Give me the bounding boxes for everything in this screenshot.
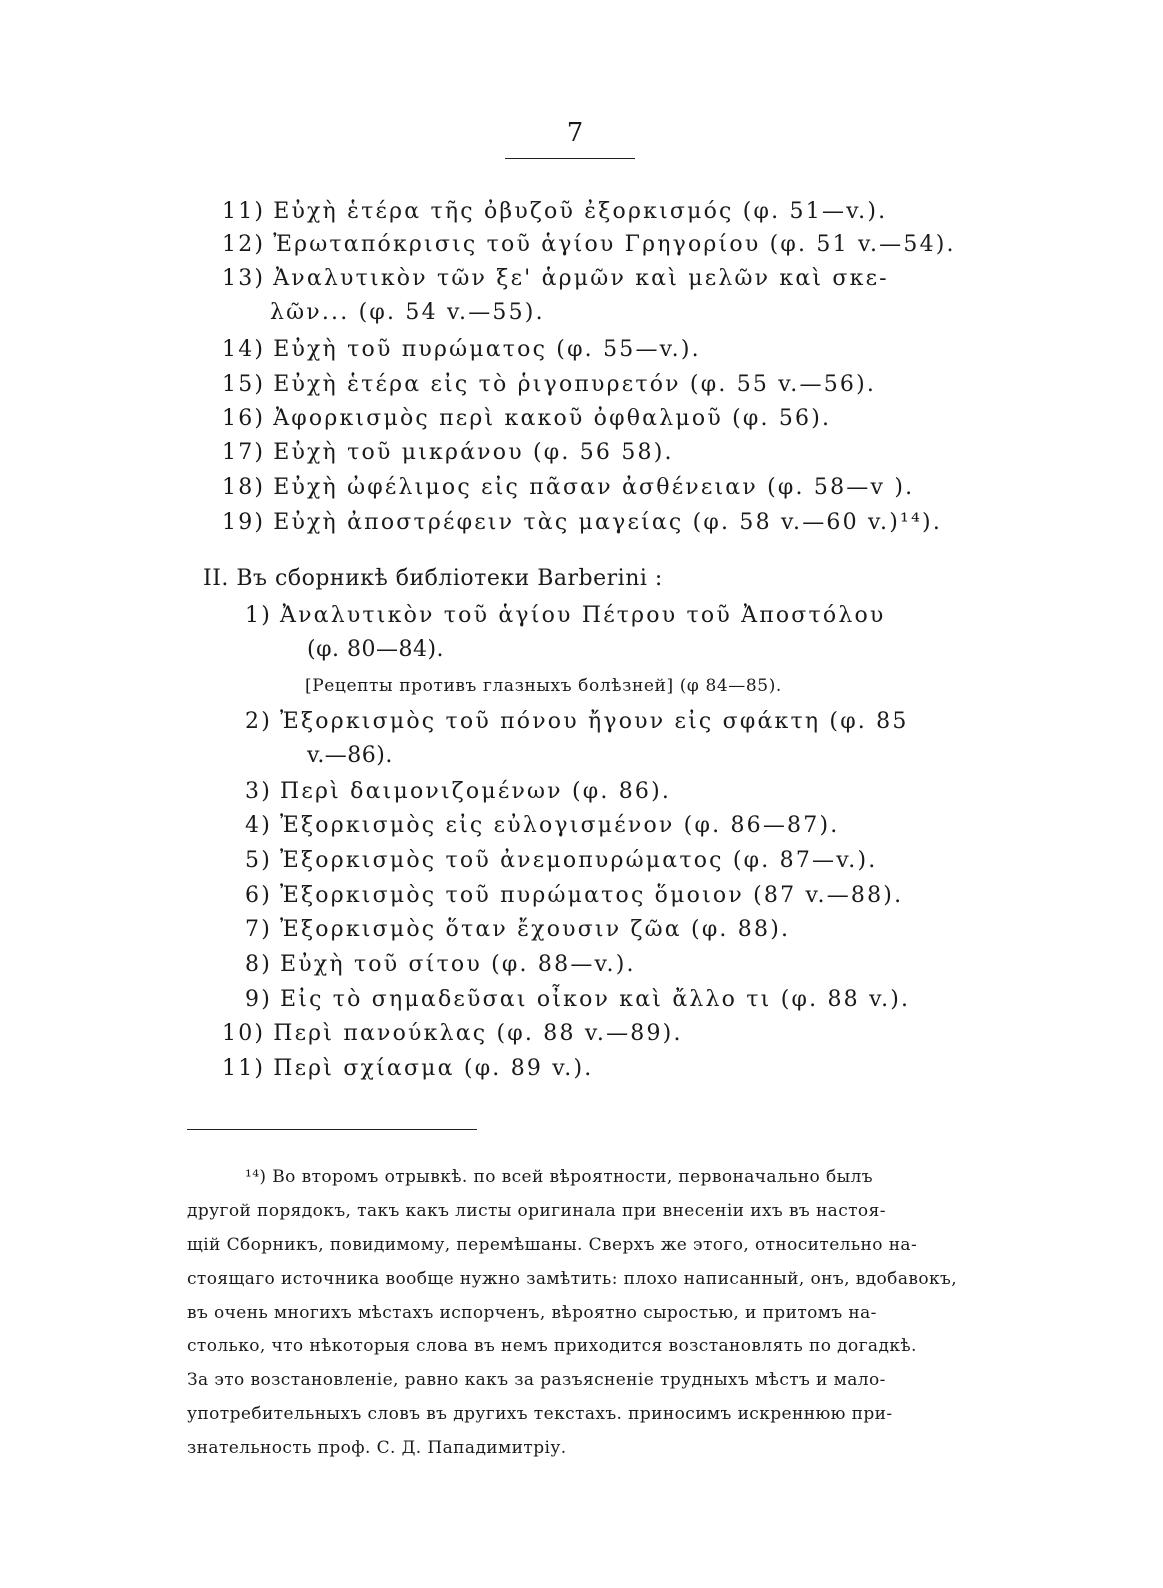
list-item: 4) Ἐξορκισμὸς εἰς εὐλογισμένον (φ. 86—87). <box>245 813 840 838</box>
list-item: 12) Ἐρωταπόκρισις τοῦ ἁγίου Γρηγορίου (φ. 51 v.—54). <box>222 232 956 257</box>
footnote-line: знательность проф. С. Д. Пападимитріу. <box>187 1438 567 1458</box>
list-item: 19) Εὐχὴ ἀποστρέφειν τὰς μαγείας (φ. 58 v.—60 v.)¹⁴). <box>222 510 943 535</box>
footnote-line: щій Сборникъ, повидимому, перемѣшаны. Сверхъ же этого, относительно на- <box>187 1235 918 1255</box>
list-item: 2) Ἐξορκισμὸς τοῦ πόνου ἤγουν εἰς σφάκτη (φ. 85 <box>245 709 909 734</box>
list-item-continuation: (φ. 80—84). <box>307 637 445 662</box>
list-item: 17) Εὐχὴ τοῦ μικράνου (φ. 56 58). <box>222 440 674 465</box>
footnote-line: другой порядокъ, такъ какъ листы оригинала при внесеніи ихъ въ настоя- <box>187 1201 886 1221</box>
page-number: 7 <box>566 118 584 148</box>
footnote-line: За это возстановленіе, равно какъ за разъясненіе трудныхъ мѣстъ и мало- <box>187 1370 886 1390</box>
list-item: 15) Εὐχὴ ἑτέρα εἰς τὸ ῥιγοπυρετόν (φ. 55 v.—56). <box>222 372 877 397</box>
list-item: 10) Περὶ πανούκλας (φ. 88 v.—89). <box>222 1021 683 1046</box>
footnote-rule <box>187 1129 477 1130</box>
list-item: 11) Περὶ σχίασμα (φ. 89 v.). <box>222 1056 594 1081</box>
list-item: 11) Εὐχὴ ἑτέρα τῆς ὀβυζοῦ ἐξορκισμός (φ. 51—v.). <box>222 199 888 224</box>
list-item: 1) Ἀναλυτικὸν τοῦ ἁγίου Πέτρου τοῦ Ἀποστόλου <box>245 603 886 628</box>
list-item: 18) Εὐχὴ ὠφέλιμος εἰς πᾶσαν ἀσθένειαν (φ. 58—v ). <box>222 475 915 500</box>
list-item: 13) Ἀναλυτικὸν τῶν ξε' ἁρμῶν καὶ μελῶν καὶ σκε- <box>222 266 889 291</box>
list-item: 8) Εὐχὴ τοῦ σίτου (φ. 88—v.). <box>245 952 636 977</box>
footnote-line: употребительныхъ словъ въ другихъ текстахъ. приносимъ искреннюю при- <box>187 1404 893 1424</box>
list-item: 16) Ἀφορκισμὸς περὶ κακοῦ ὀφθαλμοῦ (φ. 56). <box>222 406 832 431</box>
list-item: 7) Ἐξορκισμὸς ὅταν ἔχουσιν ζῶα (φ. 88). <box>245 917 791 942</box>
list-item-continuation: v.—86). <box>307 743 393 768</box>
footnote-line: въ очень многихъ мѣстахъ испорченъ, вѣроятно сыростью, и притомъ на- <box>187 1303 877 1323</box>
list-item: 6) Ἐξορκισμὸς τοῦ πυρώματος ὅμοιον (87 v.—88). <box>245 883 904 908</box>
bracket-note: [Рецепты противъ глазныхъ болѣзней] (φ 84—85). <box>305 676 782 696</box>
footnote-line: ¹⁴) Во второмъ отрывкѣ. по всей вѣроятности, первоначально былъ <box>245 1167 873 1187</box>
list-item: 5) Ἐξορκισμὸς τοῦ ἀνεμοπυρώματος (φ. 87—v.). <box>245 848 878 873</box>
section-heading: II. Въ сборникѣ библіотеки Barberini : <box>203 566 663 591</box>
list-item: 14) Εὐχὴ τοῦ πυρώματος (φ. 55—v.). <box>222 337 701 362</box>
page-number-rule <box>505 158 635 159</box>
list-item: 9) Εἰς τὸ σημαδεῦσαι οἶκον καὶ ἄλλο τι (φ. 88 v.). <box>245 987 911 1012</box>
footnote-line: стоящаго источника вообще нужно замѣтить: плохо написанный, онъ, вдобавокъ, <box>187 1269 958 1289</box>
footnote-line: столько, что нѣкоторыя слова въ немъ приходится возстановлять по догадкѣ. <box>187 1336 917 1356</box>
list-item-continuation: λῶν... (φ. 54 v.—55). <box>270 300 545 325</box>
list-item: 3) Περὶ δαιμονιζομένων (φ. 86). <box>245 779 672 804</box>
